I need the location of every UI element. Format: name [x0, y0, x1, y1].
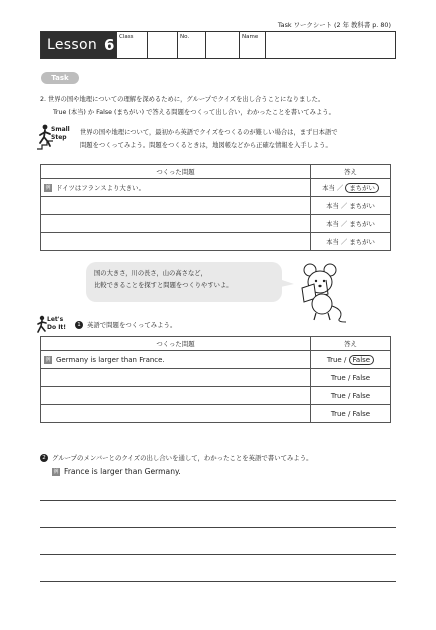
q2-instruction: [40, 453, 313, 462]
question-number: 2: [40, 454, 48, 462]
hint-line-2: 比較できることを探すと問題をつくりやすいよ。: [94, 282, 233, 289]
table-row: True / False: [41, 387, 391, 405]
answer-option[interactable]: True: [326, 355, 342, 364]
lets-instruction-text: 英語で問題をつくってみよう。: [87, 321, 177, 329]
answer-option[interactable]: まちがい: [349, 202, 375, 210]
jp-question-text: ドイツはフランスより大きい。: [56, 184, 145, 192]
lets-instruction: [75, 320, 176, 329]
answer-option[interactable]: まちがい: [349, 220, 375, 228]
small-step-line-2: 問題をつくってみよう。問題をつくるときは，地図帳などから正確な情報を入手しよう。: [80, 142, 332, 149]
writing-line[interactable]: [40, 581, 396, 582]
answer-option[interactable]: False: [352, 391, 371, 400]
name-label: Name: [239, 32, 265, 58]
table-row: 本当 ／ まちがい: [41, 215, 391, 233]
table-row: 例 ドイツはフランスより大きい。 本当 ／ まちがい: [41, 179, 391, 197]
answer-option[interactable]: まちがい: [349, 238, 375, 246]
example-tag: 例: [53, 469, 59, 475]
table-row: 例 Germany is larger than France. True / False: [41, 351, 391, 369]
writing-line[interactable]: [40, 554, 396, 555]
example-tag: 例: [45, 185, 51, 191]
task-badge: Task: [41, 72, 79, 84]
en-question-field[interactable]: [41, 369, 311, 387]
no-label: No.: [177, 32, 205, 58]
running-figure-icon: [37, 315, 47, 335]
lesson-header: [40, 31, 396, 59]
small-step-line-1: 世界の国や地理について，最初から英語でクイズをつくるのが難しい場合は，まず日本語で: [80, 129, 338, 136]
answer-option[interactable]: False: [352, 373, 371, 382]
class-label: Class: [116, 32, 147, 58]
mouse-reading-icon: [288, 258, 352, 324]
table-row: True / False: [41, 405, 391, 423]
answer-option[interactable]: 本当: [326, 202, 339, 210]
en-question-field[interactable]: [41, 387, 311, 405]
small-step-icon: [37, 124, 81, 152]
answer-option-selected[interactable]: まちがい: [345, 183, 379, 193]
lesson-number: 6: [104, 36, 115, 54]
hint-bubble: [86, 262, 282, 302]
small-step-label-2: Step: [51, 134, 67, 141]
no-field[interactable]: [205, 32, 239, 58]
lesson-title: [41, 32, 116, 58]
question-number: 1: [75, 321, 83, 329]
answer-option[interactable]: False: [352, 409, 371, 418]
answer-option-selected[interactable]: False: [349, 355, 375, 365]
lets-do-it-icon: [37, 315, 77, 337]
small-step-label-1: Small: [51, 126, 70, 133]
answer-option[interactable]: 本当: [322, 184, 335, 192]
intro-line-1: 2. 世界の国や地理についての理解を深めるために，グループでクイズを出し合うことになりました。: [40, 96, 325, 103]
jp-question-field[interactable]: [41, 215, 311, 233]
intro-line-2: True (本当) か False (まちがい) で答える問題をつくって出し合い，わかったことを書いてみよう。: [53, 109, 335, 116]
q2-example: [52, 467, 181, 476]
hint-line-1: 国の大きさ，川の長さ，山の高さなど，: [94, 270, 207, 277]
answer-option[interactable]: True: [330, 409, 346, 418]
jp-header-answer: 答え: [311, 165, 391, 179]
example-tag: 例: [45, 356, 51, 363]
jp-question-field[interactable]: [41, 233, 311, 251]
jp-question-field[interactable]: [41, 197, 311, 215]
en-header-answer: 答え: [311, 337, 391, 351]
lets-label-1: Let's: [47, 316, 64, 323]
answer-option[interactable]: 本当: [326, 238, 339, 246]
class-field[interactable]: [147, 32, 177, 58]
q2-example-text: France is larger than Germany.: [64, 467, 181, 476]
table-row: True / False: [41, 369, 391, 387]
answer-option[interactable]: True: [330, 373, 346, 382]
en-question-text: Germany is larger than France.: [56, 355, 165, 364]
jp-header-question: つくった問題: [41, 165, 311, 179]
en-question-field[interactable]: [41, 405, 311, 423]
writing-line[interactable]: [40, 527, 396, 528]
worksheet-reference: Task ワークシート (2 年 教科書 p. 80): [277, 21, 391, 29]
answer-option[interactable]: True: [330, 391, 346, 400]
writing-line[interactable]: [40, 500, 396, 501]
table-row: 本当 ／ まちがい: [41, 233, 391, 251]
name-field[interactable]: [265, 32, 395, 58]
lets-label-2: Do It!: [47, 324, 67, 331]
table-row: 本当 ／ まちがい: [41, 197, 391, 215]
en-header-question: つくった問題: [41, 337, 311, 351]
answer-option[interactable]: 本当: [326, 220, 339, 228]
q2-instruction-text: グループのメンバーとのクイズの出し合いを通して，わかったことを英語で書いてみよう。: [52, 454, 313, 462]
lesson-word: Lesson: [47, 37, 97, 53]
jp-question-table: [40, 164, 391, 251]
en-question-table: [40, 336, 391, 423]
